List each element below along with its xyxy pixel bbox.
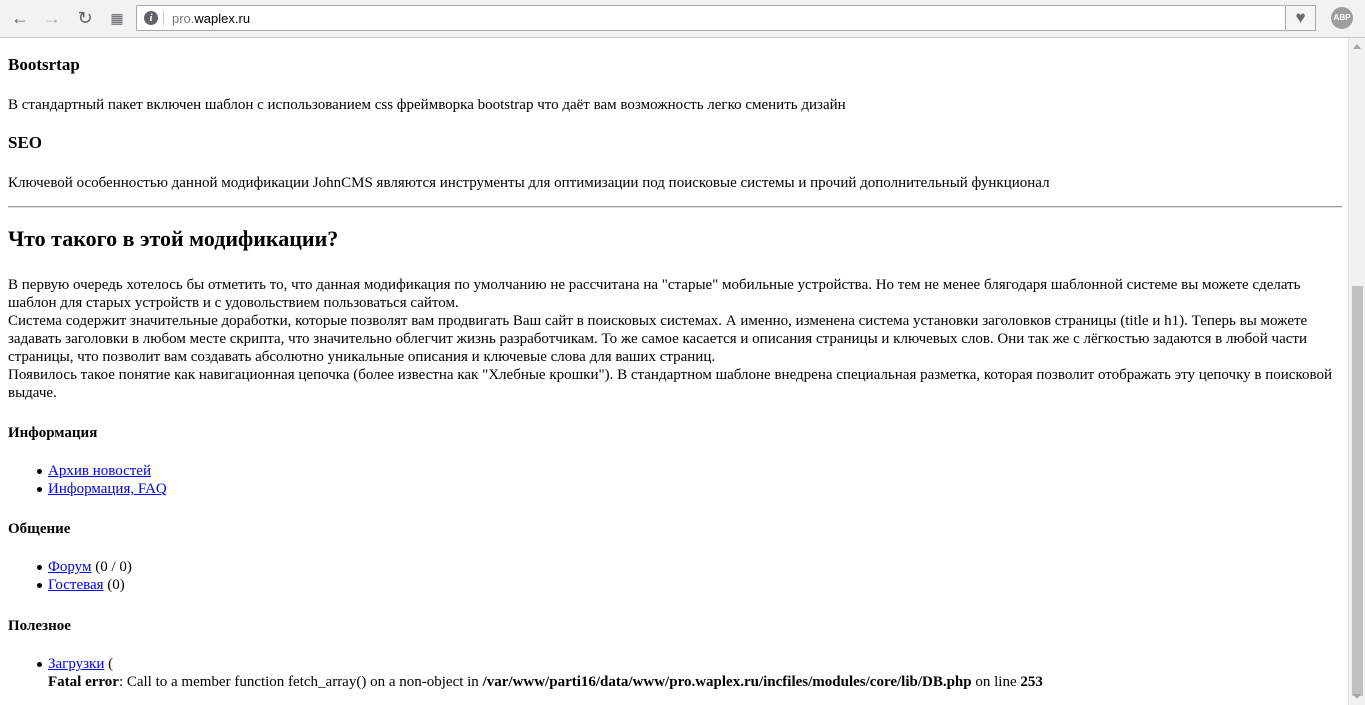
vertical-scrollbar[interactable]	[1348, 38, 1365, 705]
page-content	[8, 38, 1342, 705]
seo-title: SEO	[8, 133, 43, 152]
guestbook-count: (0)	[103, 577, 125, 593]
error-text: : Call to a member function fetch_array() on a non-object in	[118, 674, 483, 690]
info-title: Информация	[8, 425, 98, 441]
forward-icon[interactable]: →	[43, 8, 61, 28]
downloads-suffix: (	[104, 656, 114, 672]
list-item	[8, 655, 1342, 673]
divider	[8, 206, 1342, 208]
browser-toolbar	[0, 0, 1365, 38]
modification-heading: Что такого в этой модификации?	[8, 226, 339, 251]
guestbook-link[interactable]: Гостевая	[48, 577, 104, 593]
forum-link[interactable]: Форум	[48, 559, 92, 575]
community-list	[8, 558, 1342, 594]
community-title: Общение	[8, 521, 71, 537]
omnibox-separator	[163, 10, 164, 26]
forum-count: (0 / 0)	[91, 559, 132, 575]
url-host: pro.	[172, 11, 195, 26]
heart-icon[interactable]: ♥	[1286, 5, 1316, 31]
modification-para-2: Система содержит значительные доработки, которые позволят вам продвигать Ваш сайт в поисковых системах. А именно, изменена система установки заголовков страницы (title и h1). Теперь вы можете задавать заголовки в любом месте скрипта, что значительно облегчит жизнь разработчикам. То же самое касается и описания страницы и ключевых слов. Они так же с лёгкостью задаются в любой части страницы, что позволит вам создавать абсолютно уникальные описания и ключевые слова для ваших страниц.	[8, 313, 1308, 365]
useful-list	[8, 655, 1342, 673]
error-line-number: 253	[1020, 674, 1043, 690]
bootstrap-text: В стандартный пакет включен шаблон с использованием css фреймворка bootstrap что даёт вам возможность легко сменить дизайн	[8, 97, 846, 113]
list-item	[8, 558, 1342, 576]
fatal-error-message	[8, 673, 1342, 691]
apps-icon[interactable]: ▦	[110, 10, 124, 26]
list-item	[8, 480, 1342, 498]
list-item	[8, 576, 1342, 594]
modification-para-1: В первую очередь хотелось бы отметить то, что данная модификация по умолчанию не рассчитана на "старые" мобильные устройства. Но тем не менее блягодаря шаблонной системе вы можете сделать шаблон для старых устройств и с удовольствием пользоваться сайтом.	[8, 277, 1301, 311]
downloads-link[interactable]: Загрузки	[48, 656, 105, 672]
url-text[interactable]	[172, 11, 250, 26]
back-icon[interactable]: ←	[11, 8, 29, 28]
seo-text: Ключевой особенностью данной модификации JohnCMS являются инструменты для оптимизации под поисковые системы и прочий дополнительный функционал	[8, 175, 1050, 191]
error-path: /var/www/parti16/data/www/pro.waplex.ru/incfiles/modules/core/lib/DB.php	[482, 674, 972, 690]
error-online: on line	[971, 674, 1021, 690]
abp-extension-icon[interactable]: ABP	[1331, 7, 1353, 29]
info-icon[interactable]: i	[144, 11, 158, 25]
scroll-down-arrow-icon[interactable]	[1353, 694, 1361, 699]
news-archive-link[interactable]: Архив новостей	[48, 463, 151, 479]
scroll-up-arrow-icon[interactable]	[1353, 44, 1361, 49]
info-list	[8, 462, 1342, 498]
bootstrap-title: Bootsrtap	[8, 55, 80, 74]
list-item	[8, 462, 1342, 480]
useful-title: Полезное	[8, 618, 71, 634]
faq-link[interactable]: Информация, FAQ	[48, 481, 167, 497]
error-label: Fatal error	[48, 674, 119, 690]
reload-icon[interactable]: ↻	[77, 8, 93, 28]
address-bar[interactable]	[136, 5, 1286, 31]
scroll-thumb[interactable]	[1352, 286, 1363, 696]
url-domain: waplex.ru	[194, 11, 251, 26]
modification-para-3: Появилось такое понятие как навигационная цепочка (более известна как "Хлебные крошки"). В стандартном шаблоне внедрена специальная разметка, которая позволит отображать эту цепочку в поисковой выдаче.	[8, 367, 1332, 401]
